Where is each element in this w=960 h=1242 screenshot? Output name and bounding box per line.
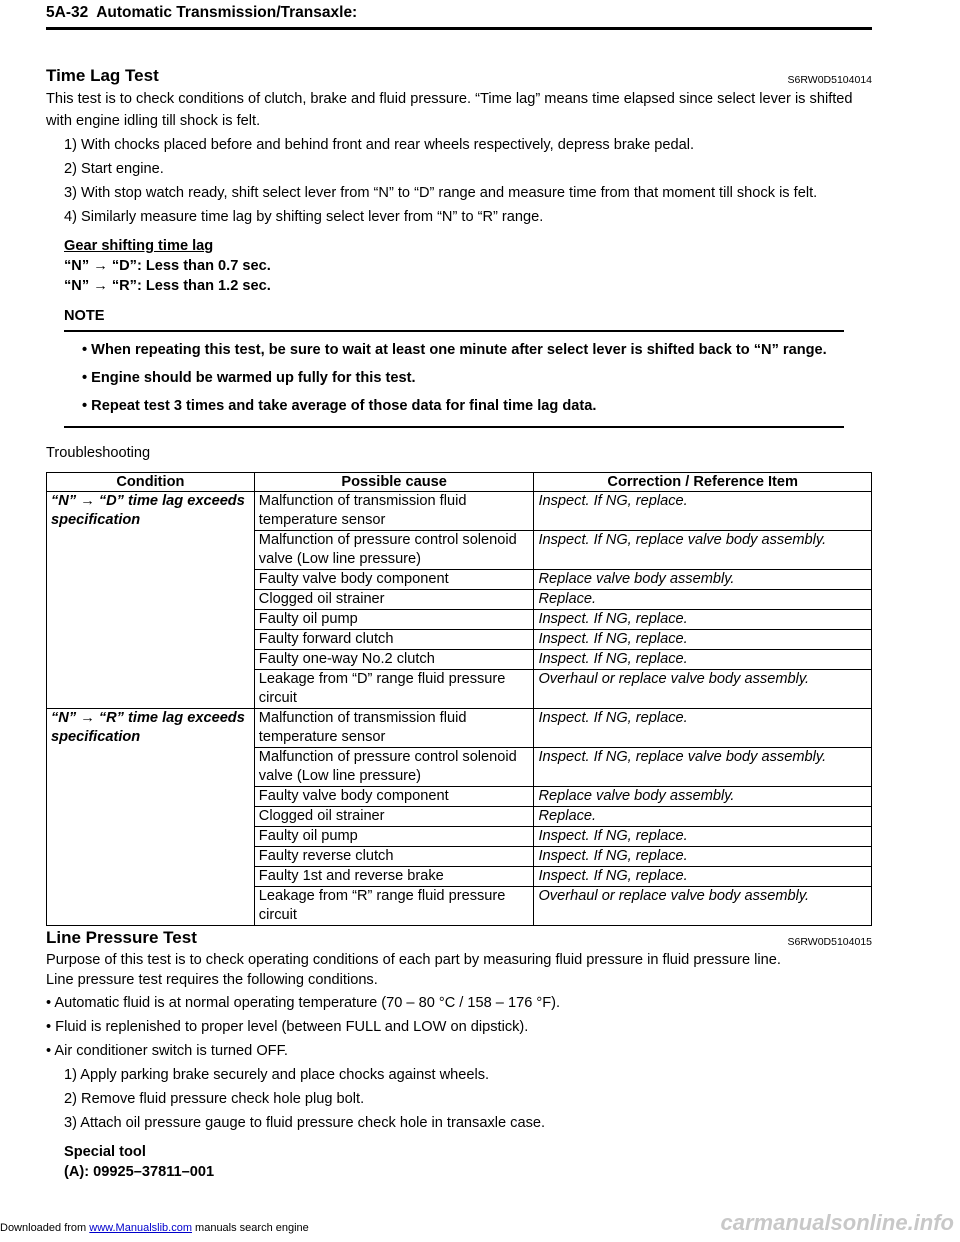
intro-paragraph: Line pressure test requires the following conditions. xyxy=(46,972,378,988)
line-pressure-heading xyxy=(46,928,872,948)
correction-cell: Replace valve body assembly. xyxy=(534,787,872,807)
correction-cell: Inspect. If NG, replace valve body assembly. xyxy=(534,531,872,570)
section-code: S6RW0D5104015 xyxy=(787,936,872,948)
spec-line: “N” → “D”: Less than 0.7 sec. xyxy=(64,258,271,274)
column-header: Condition xyxy=(47,473,255,492)
cause-cell: Malfunction of transmission fluid temperature sensor xyxy=(254,492,534,531)
cause-cell: Faulty oil pump xyxy=(254,610,534,630)
column-header: Correction / Reference Item xyxy=(534,473,872,492)
correction-cell: Inspect. If NG, replace. xyxy=(534,867,872,887)
step-item: 3) With stop watch ready, shift select lever from “N” to “D” range and measure time from that moment till shock is felt. xyxy=(64,185,818,201)
cause-cell: Leakage from “R” range fluid pressure circuit xyxy=(254,887,534,926)
section-code: S6RW0D5104014 xyxy=(787,74,872,86)
watermark-logo: carmanualsonline.info xyxy=(720,1210,954,1235)
section-title: Time Lag Test xyxy=(46,66,159,85)
table-header-row xyxy=(47,473,872,492)
cause-cell: Leakage from “D” range fluid pressure circuit xyxy=(254,670,534,709)
correction-cell: Inspect. If NG, replace. xyxy=(534,492,872,531)
step-item: 4) Similarly measure time lag by shifting select lever from “N” to “R” range. xyxy=(64,209,544,225)
correction-cell: Inspect. If NG, replace valve body assembly. xyxy=(534,748,872,787)
step-item: 3) Attach oil pressure gauge to fluid pressure check hole in transaxle case. xyxy=(64,1115,546,1131)
bullet-item: • Air conditioner switch is turned OFF. xyxy=(46,1043,288,1059)
correction-cell: Inspect. If NG, replace. xyxy=(534,709,872,748)
bullet-item: • Fluid is replenished to proper level (between FULL and LOW on dipstick). xyxy=(46,1019,529,1035)
spec-block xyxy=(46,236,872,296)
note-item: • Engine should be warmed up fully for this test. xyxy=(82,370,416,386)
cause-cell: Faulty valve body component xyxy=(254,570,534,590)
page-header xyxy=(46,4,872,30)
table-row xyxy=(47,709,872,748)
correction-cell: Replace valve body assembly. xyxy=(534,570,872,590)
cause-cell: Clogged oil strainer xyxy=(254,590,534,610)
troubleshooting-label: Troubleshooting xyxy=(46,445,151,461)
condition-cell: “N” → “D” time lag exceeds specification xyxy=(47,492,255,709)
manualslib-link[interactable]: www.Manualslib.com xyxy=(89,1222,192,1234)
section-title: Line Pressure Test xyxy=(46,928,197,947)
step-item: 1) With chocks placed before and behind front and rear wheels respectively, depress brake pedal. xyxy=(64,137,695,153)
spec-title: Gear shifting time lag xyxy=(64,238,214,254)
spec-line: “N” → “R”: Less than 1.2 sec. xyxy=(64,278,271,294)
note-title: NOTE xyxy=(64,308,844,332)
cause-cell: Malfunction of transmission fluid temperature sensor xyxy=(254,709,534,748)
download-footer xyxy=(0,1222,960,1234)
cause-cell: Malfunction of pressure control solenoid valve (Low line pressure) xyxy=(254,531,534,570)
section-number: 5A-32 xyxy=(46,4,89,21)
cause-cell: Clogged oil strainer xyxy=(254,807,534,827)
correction-cell: Inspect. If NG, replace. xyxy=(534,827,872,847)
correction-cell: Inspect. If NG, replace. xyxy=(534,630,872,650)
time-lag-heading xyxy=(46,66,872,86)
tool-line: (A): 09925–37811–001 xyxy=(64,1164,215,1180)
column-header: Possible cause xyxy=(254,473,534,492)
intro-paragraph: This test is to check conditions of clutch, brake and fluid pressure. “Time lag” means time elapsed since select lever is shifted with engine idling till shock is felt. xyxy=(46,91,853,129)
line-pressure-section xyxy=(46,928,872,1182)
step-item: 2) Remove fluid pressure check hole plug bolt. xyxy=(64,1091,365,1107)
footer-suffix: manuals search engine xyxy=(191,1222,309,1234)
note-item: • When repeating this test, be sure to wait at least one minute after select lever is shifted back to “N” range. xyxy=(82,342,827,358)
cause-cell: Malfunction of pressure control solenoid valve (Low line pressure) xyxy=(254,748,534,787)
tool-title: Special tool xyxy=(64,1144,146,1160)
cause-cell: Faulty one-way No.2 clutch xyxy=(254,650,534,670)
table-row xyxy=(47,492,872,531)
note-box xyxy=(64,308,844,428)
correction-cell: Replace. xyxy=(534,590,872,610)
correction-cell: Inspect. If NG, replace. xyxy=(534,610,872,630)
cause-cell: Faulty valve body component xyxy=(254,787,534,807)
cause-cell: Faulty forward clutch xyxy=(254,630,534,650)
chapter-title: Automatic Transmission/Transaxle: xyxy=(96,4,358,21)
cause-cell: Faulty oil pump xyxy=(254,827,534,847)
correction-cell: Inspect. If NG, replace. xyxy=(534,847,872,867)
troubleshooting-table xyxy=(46,472,872,926)
correction-cell: Overhaul or replace valve body assembly. xyxy=(534,670,872,709)
troubleshooting-table-wrap xyxy=(46,472,872,926)
time-lag-section xyxy=(46,66,872,464)
note-item: • Repeat test 3 times and take average of those data for final time lag data. xyxy=(82,398,597,414)
special-tool-block xyxy=(46,1142,872,1182)
correction-cell: Replace. xyxy=(534,807,872,827)
correction-cell: Inspect. If NG, replace. xyxy=(534,650,872,670)
bullet-item: • Automatic fluid is at normal operating temperature (70 – 80 °C / 158 – 176 °F). xyxy=(46,995,561,1011)
condition-cell: “N” → “R” time lag exceeds specification xyxy=(47,709,255,926)
correction-cell: Overhaul or replace valve body assembly. xyxy=(534,887,872,926)
footer-prefix: Downloaded from xyxy=(0,1222,90,1234)
table-body xyxy=(47,492,872,926)
step-item: 1) Apply parking brake securely and place chocks against wheels. xyxy=(64,1067,490,1083)
cause-cell: Faulty 1st and reverse brake xyxy=(254,867,534,887)
intro-paragraph: Purpose of this test is to check operating conditions of each part by measuring fluid pressure in fluid pressure line. xyxy=(46,952,781,968)
step-item: 2) Start engine. xyxy=(64,161,164,177)
cause-cell: Faulty reverse clutch xyxy=(254,847,534,867)
